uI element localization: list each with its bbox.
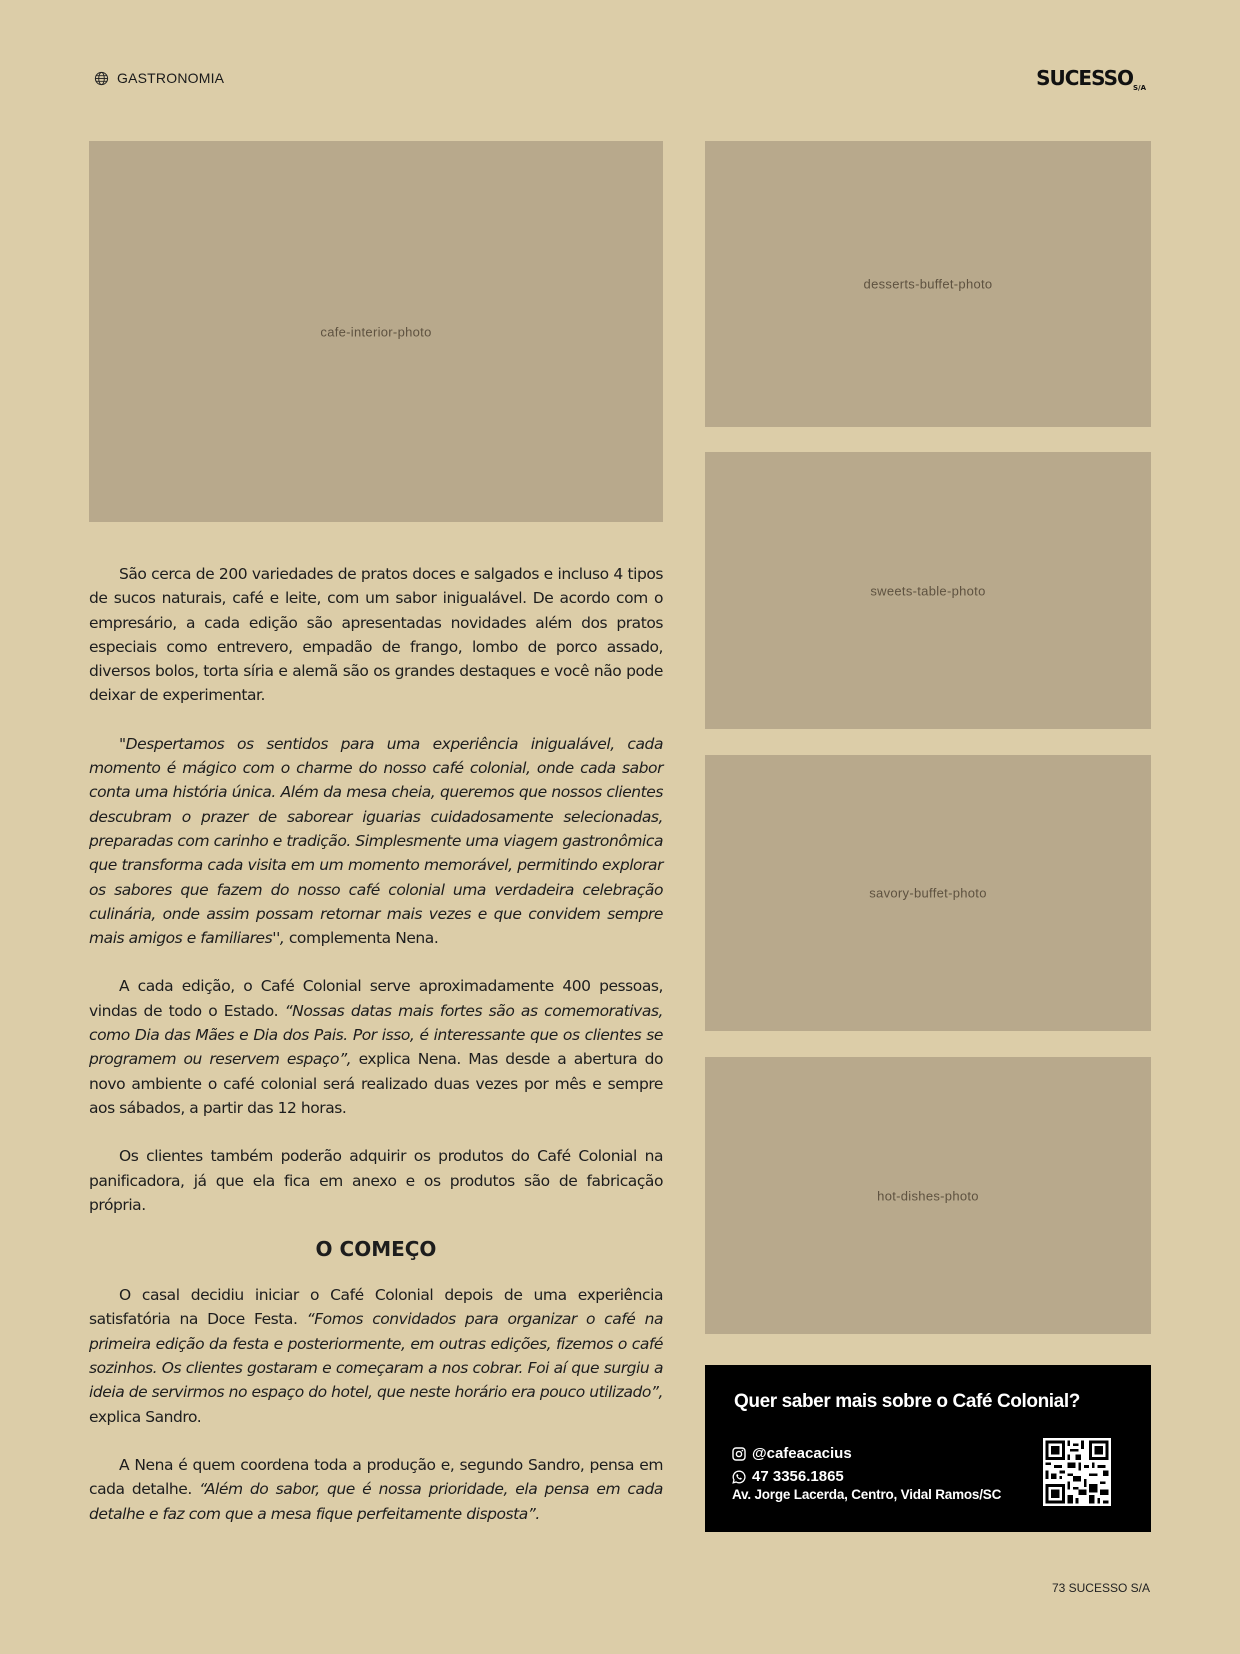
globe-icon bbox=[94, 71, 109, 86]
whatsapp-number[interactable]: 47 3356.1865 bbox=[752, 1468, 844, 1485]
whatsapp-icon bbox=[732, 1470, 746, 1484]
qr-code[interactable] bbox=[1043, 1438, 1111, 1506]
quote-text: "Despertamos os sentidos para uma experiência inigualável, cada momento é mágico com o charme do nosso café colonial, onde cada sabor conta uma história única. Além da mesa cheia, queremos que nossos clientes descubram o prazer de saborear iguarias cuidadosamente selecionadas, preparadas com carinho e tradição. Simplesmente uma viagem gastronômica que transforma cada visita em um momento memorável, permitindo explorar os sabores que fazem do nosso café colonial uma verdadeira celebração culinária, onde assim possam retornar mais vezes e que convidem sempre mais amigos e familiares'', bbox=[89, 734, 663, 948]
cafe-interior-photo bbox=[89, 141, 663, 522]
attribution: complementa Nena. bbox=[288, 929, 439, 948]
image-caption: sweets-table-photo bbox=[870, 583, 986, 598]
hot-dishes-photo bbox=[705, 1057, 1151, 1334]
savory-buffet-photo bbox=[705, 755, 1151, 1031]
page-folio: 73 SUCESSO S/A bbox=[1051, 1581, 1150, 1595]
desserts-buffet-photo bbox=[705, 141, 1151, 427]
attribution: explica Sandro. bbox=[89, 1407, 202, 1426]
quote-text: “Nossas datas mais fortes são as comemorativas, como Dia das Mães e Dia dos Pais. Por isso, é interessante que os clientes se programem ou reservem espaço”, bbox=[89, 1001, 663, 1069]
image-caption: desserts-buffet-photo bbox=[863, 276, 993, 292]
address: Av. Jorge Lacerda, Centro, Vidal Ramos/SC bbox=[732, 1487, 1002, 1502]
contact-info-box bbox=[705, 1365, 1151, 1532]
brand-name: SUCESSO bbox=[1036, 66, 1133, 90]
text: A Nena é quem coordena toda a produção e, segundo Sandro, pensa em cada detalhe. bbox=[89, 1455, 663, 1499]
section-label: GASTRONOMIA bbox=[117, 70, 225, 86]
paragraph bbox=[89, 1453, 663, 1526]
paragraph-quote bbox=[89, 732, 663, 951]
section-header bbox=[94, 70, 224, 86]
text: explica Nena. Mas desde a abertura do novo ambiente o café colonial será realizado duas vezes por mês e sempre aos sábados, a partir das 12 horas. bbox=[89, 1050, 664, 1117]
paragraph bbox=[89, 974, 663, 1120]
paragraph: Os clientes também poderão adquirir os produtos do Café Colonial na panificadora, já que ela fica em anexo e os produtos são de fabricação própria. bbox=[89, 1147, 663, 1214]
instagram-handle[interactable]: @cafeacacius bbox=[752, 1445, 852, 1462]
text: A cada edição, o Café Colonial serve aproximadamente 400 pessoas, vindas de todo o Estado. bbox=[89, 977, 663, 1020]
paragraph bbox=[89, 1283, 663, 1429]
section-heading: O COMEÇO bbox=[315, 1237, 437, 1262]
sweets-table-photo bbox=[705, 452, 1151, 729]
text: O casal decidiu iniciar o Café Colonial depois de uma experiência satisfatória na Doce Festa. bbox=[89, 1286, 663, 1329]
image-caption: hot-dishes-photo bbox=[877, 1188, 979, 1203]
article-body bbox=[89, 562, 663, 1550]
image-caption: savory-buffet-photo bbox=[869, 885, 987, 901]
brand-suffix: S/A bbox=[1132, 84, 1146, 92]
quote-text: “Fomos convidados para organizar o café na primeira edição da festa e posteriormente, em outras edições, fizemos o café sozinhos. Os clientes gostaram e começaram a nos cobrar. Foi aí que surgiu a ideia de servirmos no espaço do hotel, que neste horário era pouco utilizado”, bbox=[89, 1310, 663, 1402]
image-caption: cafe-interior-photo bbox=[320, 324, 432, 339]
whatsapp-line[interactable] bbox=[732, 1468, 844, 1485]
paragraph: São cerca de 200 variedades de pratos doces e salgados e incluso 4 tipos de sucos naturais, café e leite, com um sabor inigualável. De acordo com o empresário, a cada edição são apresentadas novidades além dos pratos especiais como entrevero, empadão de frango, lombo de porco assado, diversos bolos, torta síria e alemã são os grandes destaques e você não pode deixar de experimentar. bbox=[89, 565, 663, 705]
quote-text: “Além do sabor, que é nossa prioridade, ela pensa em cada detalhe e faz com que a mesa fique perfeitamente disposta”. bbox=[89, 1480, 663, 1523]
instagram-icon bbox=[732, 1447, 746, 1461]
instagram-line[interactable] bbox=[732, 1445, 852, 1462]
brand-logo bbox=[1036, 66, 1146, 92]
info-title: Quer saber mais sobre o Café Colonial? bbox=[734, 1391, 1080, 1412]
